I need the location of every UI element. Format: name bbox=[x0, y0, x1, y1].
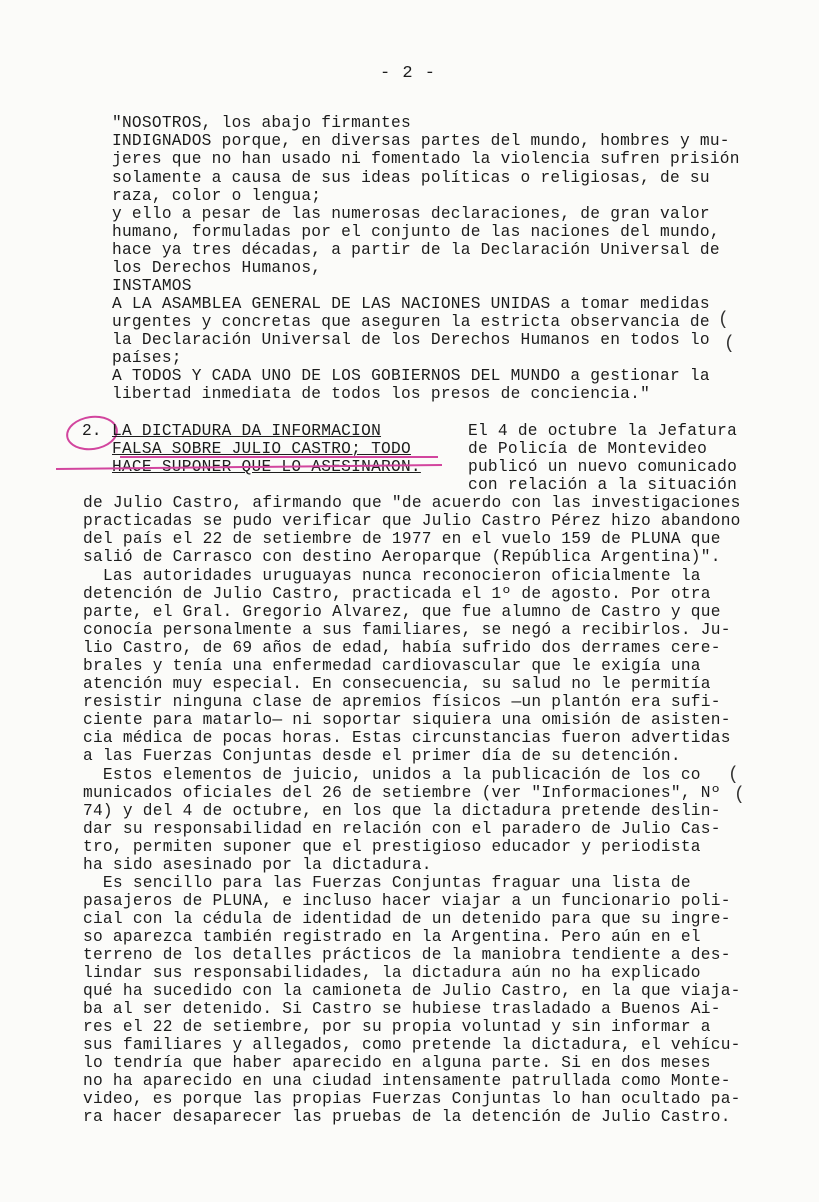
body-line: Estos elementos de juicio, unidos a la publicación de los co bbox=[83, 766, 701, 784]
quote-line: jeres que no han usado ni fomentado la violencia sufren prisión bbox=[112, 150, 740, 168]
quote-line: la Declaración Universal de los Derechos Humanos en todos lo bbox=[112, 331, 710, 349]
body-line: practicadas se pudo verificar que Julio Castro Pérez hizo abandono bbox=[83, 512, 741, 530]
quote-line: urgentes y concretas que aseguren la estricta observancia de bbox=[112, 313, 710, 331]
margin-bracket: ( bbox=[718, 310, 729, 330]
body-line: de Julio Castro, afirmando que "de acuerdo con las investigaciones bbox=[83, 494, 741, 512]
body-line: Las autoridades uruguayas nunca reconocieron oficialmente la bbox=[83, 567, 701, 585]
body-line: res el 22 de setiembre, por su propia voluntad y sin informar a bbox=[83, 1018, 711, 1036]
quote-line: INDIGNADOS porque, en diversas partes del mundo, hombres y mu- bbox=[112, 132, 730, 150]
body-line: video, es porque las propias Fuerzas Conjuntas lo han ocultado pa- bbox=[83, 1090, 741, 1108]
side-text-line: publicó un nuevo comunicado bbox=[468, 458, 738, 476]
body-line: municados oficiales del 26 de setiembre (ver "Informaciones", Nº bbox=[83, 784, 721, 802]
body-line: tro, permiten suponer que el prestigioso educador y periodista bbox=[83, 838, 701, 856]
quote-line: A TODOS Y CADA UNO DE LOS GOBIERNOS DEL MUNDO a gestionar la bbox=[112, 367, 710, 385]
quote-line: humano, formuladas por el conjunto de las naciones del mundo, bbox=[112, 223, 720, 241]
quote-line: libertad inmediata de todos los presos de conciencia." bbox=[112, 385, 651, 403]
side-text-line: con relación a la situación bbox=[468, 476, 738, 494]
body-line: ha sido asesinado por la dictadura. bbox=[83, 856, 432, 874]
quote-line: los Derechos Humanos, bbox=[112, 259, 322, 277]
body-line: del país el 22 de setiembre de 1977 en el vuelo 159 de PLUNA que bbox=[83, 530, 721, 548]
side-text-line: de Policía de Montevideo bbox=[468, 440, 708, 458]
quote-line: INSTAMOS bbox=[112, 277, 192, 295]
quote-line: raza, color o lengua; bbox=[112, 187, 322, 205]
quote-line: A LA ASAMBLEA GENERAL DE LAS NACIONES UNIDAS a tomar medidas bbox=[112, 295, 710, 313]
body-line: sus familiares y allegados, como pretende la dictadura, el vehícu- bbox=[83, 1036, 741, 1054]
body-line: conocía personalmente a sus familiares, se negó a recibirlos. Ju- bbox=[83, 621, 731, 639]
quote-line: hace ya tres décadas, a partir de la Declaración Universal de bbox=[112, 241, 720, 259]
body-line: no ha aparecido en una ciudad intensamente patrullada como Monte- bbox=[83, 1072, 731, 1090]
body-line: cia médica de pocas horas. Estas circunstancias fueron advertidas bbox=[83, 729, 731, 747]
quote-line: solamente a causa de sus ideas políticas o religiosas, de su bbox=[112, 169, 710, 187]
body-line: terreno de los detalles prácticos de la maniobra tendiente a des- bbox=[83, 946, 731, 964]
body-line: dar su responsabilidad en relación con el paradero de Julio Cas- bbox=[83, 820, 721, 838]
heading-line: FALSA SOBRE JULIO CASTRO; TODO bbox=[112, 440, 411, 458]
handwritten-underline bbox=[120, 456, 438, 458]
section-number: 2. bbox=[82, 422, 102, 440]
body-line: 74) y del 4 de octubre, en los que la dictadura pretende deslin- bbox=[83, 802, 721, 820]
heading-line: LA DICTADURA DA INFORMACION bbox=[112, 422, 382, 440]
body-line: ba al ser detenido. Si Castro se hubiese trasladado a Buenos Ai- bbox=[83, 1000, 721, 1018]
page-number: - 2 - bbox=[380, 64, 437, 83]
margin-bracket: ( bbox=[724, 334, 735, 354]
body-line: pasajeros de PLUNA, e incluso hacer viajar a un funcionario poli- bbox=[83, 892, 731, 910]
body-line: qué ha sucedido con la camioneta de Julio Castro, en la que viaja- bbox=[83, 982, 741, 1000]
body-line: parte, el Gral. Gregorio Alvarez, que fue alumno de Castro y que bbox=[83, 603, 721, 621]
body-line: resistir ninguna clase de apremios físicos —un plantón era sufi- bbox=[83, 693, 721, 711]
body-line: lio Castro, de 69 años de edad, había sufrido dos derrames cere- bbox=[83, 639, 721, 657]
quote-line: países; bbox=[112, 349, 182, 367]
body-line: brales y tenía una enfermedad cardiovascular que le exigía una bbox=[83, 657, 701, 675]
body-line: ra hacer desaparecer las pruebas de la detención de Julio Castro. bbox=[83, 1108, 731, 1126]
body-line: salió de Carrasco con destino Aeroparque (República Argentina)". bbox=[83, 548, 721, 566]
body-line: detención de Julio Castro, practicada el 1º de agosto. Por otra bbox=[83, 585, 711, 603]
heading-line: HACE SUPONER QUE LO ASESINARON. bbox=[112, 458, 421, 476]
body-line: cial con la cédula de identidad de un detenido para que su ingre- bbox=[83, 910, 731, 928]
body-line: lindar sus responsabilidades, la dictadura aún no ha explicado bbox=[83, 964, 701, 982]
margin-bracket: ( bbox=[728, 765, 739, 785]
body-line: Es sencillo para las Fuerzas Conjuntas fraguar una lista de bbox=[83, 874, 691, 892]
side-text-line: El 4 de octubre la Jefatura bbox=[468, 422, 738, 440]
body-line: lo tendría que haber aparecido en alguna parte. Si en dos meses bbox=[83, 1054, 711, 1072]
body-line: so aparezca también registrado en la Argentina. Pero aún en el bbox=[83, 928, 701, 946]
body-line: atención muy especial. En consecuencia, su salud no le permitía bbox=[83, 675, 711, 693]
quote-line: "NOSOTROS, los abajo firmantes bbox=[112, 114, 411, 132]
body-line: ciente para matarlo— ni soportar siquiera una omisión de asisten- bbox=[83, 711, 731, 729]
body-line: a las Fuerzas Conjuntas desde el primer día de su detención. bbox=[83, 747, 681, 765]
quote-line: y ello a pesar de las numerosas declaraciones, de gran valor bbox=[112, 205, 710, 223]
margin-bracket: ( bbox=[734, 785, 745, 805]
